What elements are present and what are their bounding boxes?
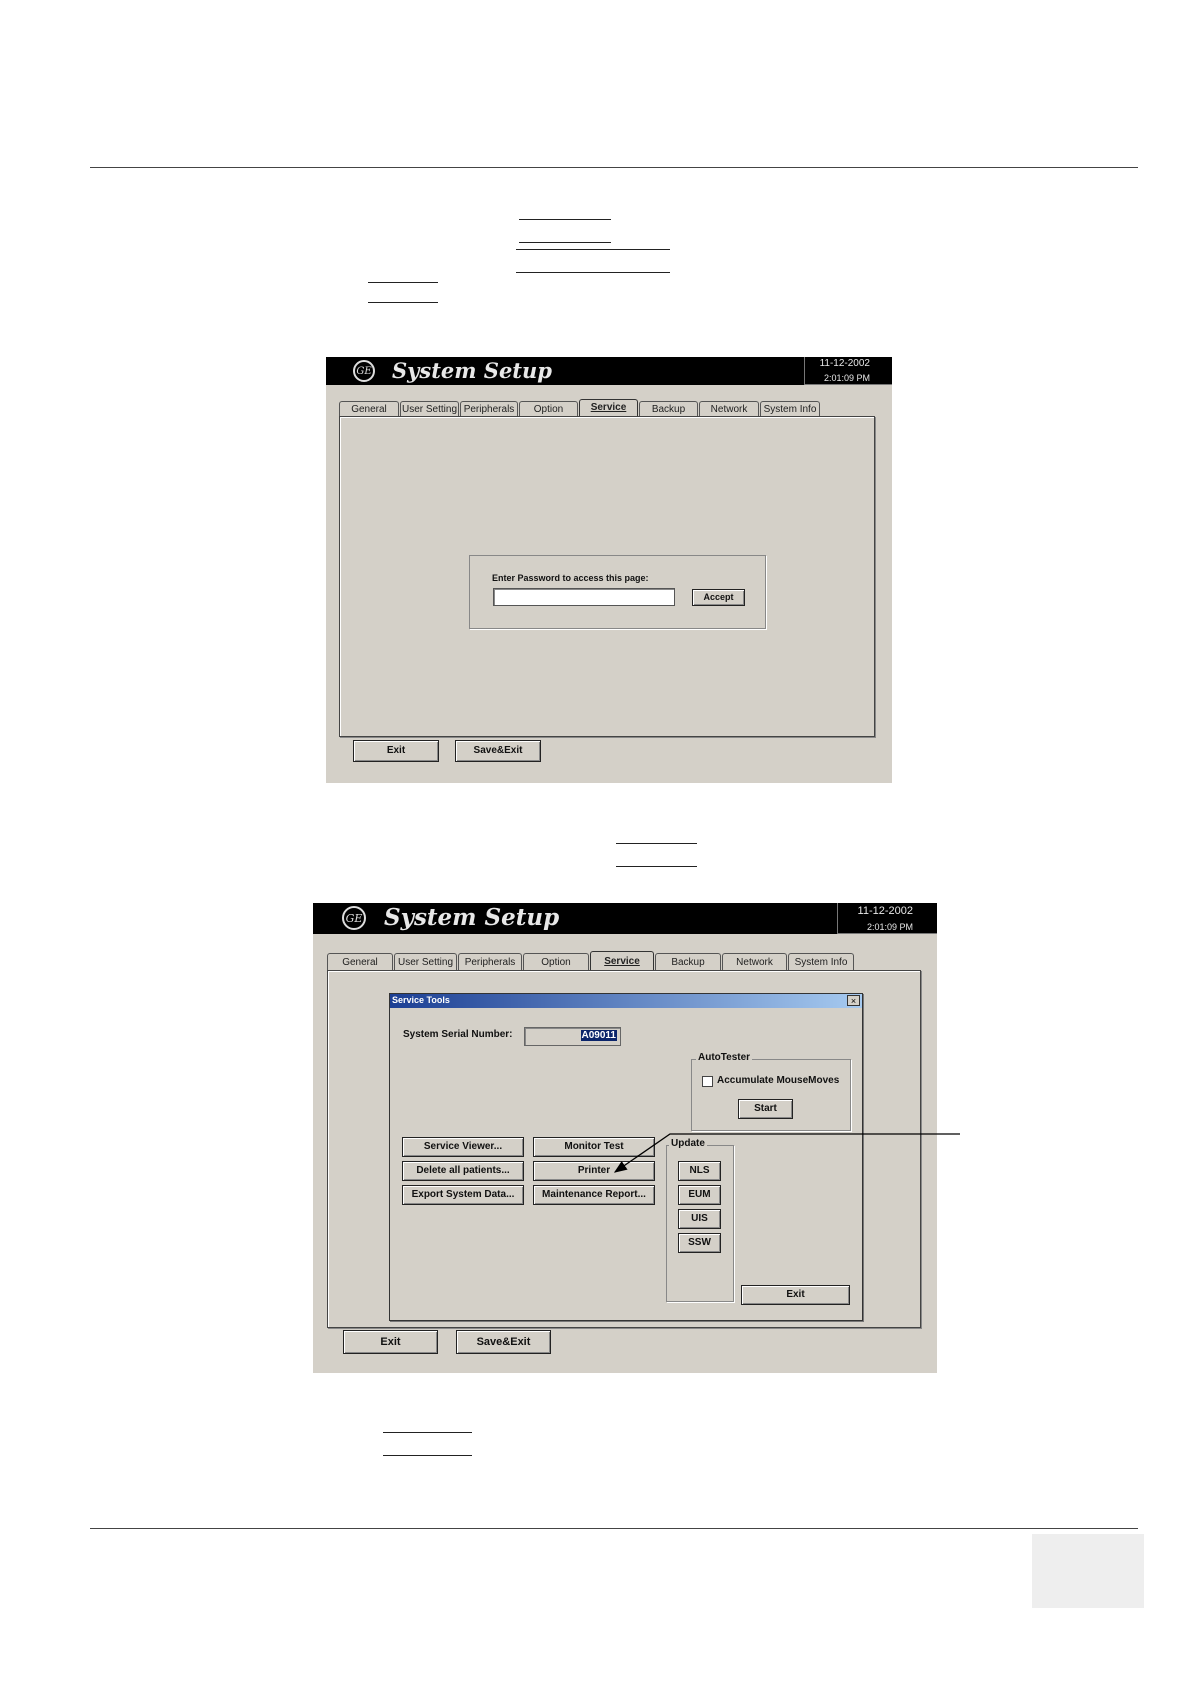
ge-logo-icon: GE (353, 360, 375, 382)
tab-service[interactable]: Service (579, 399, 638, 416)
save-exit-button[interactable]: Save&Exit (456, 1330, 551, 1354)
tab-network[interactable]: Network (699, 401, 759, 416)
save-exit-button[interactable]: Save&Exit (455, 740, 541, 762)
tab-backup[interactable]: Backup (639, 401, 698, 416)
accept-button[interactable]: Accept (692, 589, 745, 606)
tab-general[interactable]: General (327, 953, 393, 970)
tab-service[interactable]: Service (590, 951, 654, 970)
tab-network[interactable]: Network (722, 953, 787, 970)
serial-number-label: System Serial Number: (403, 1029, 513, 1040)
tab-user-setting[interactable]: User Setting (394, 953, 457, 970)
eum-button[interactable]: EUM (678, 1185, 721, 1205)
tab-option[interactable]: Option (519, 401, 578, 416)
date-text: 11-12-2002 (857, 905, 913, 917)
serial-number-value: A09011 (581, 1030, 616, 1041)
tab-peripherals[interactable]: Peripherals (458, 953, 522, 970)
password-prompt: Enter Password to access this page: (492, 573, 649, 583)
app-title: System Setup (392, 358, 552, 383)
delete-all-patients-button[interactable]: Delete all patients... (402, 1161, 524, 1181)
app-title: System Setup (384, 904, 560, 931)
ge-logo-icon: GE (342, 906, 366, 930)
update-legend: Update (671, 1138, 705, 1149)
monitor-test-button[interactable]: Monitor Test (533, 1137, 655, 1157)
maintenance-report-button[interactable]: Maintenance Report... (533, 1185, 655, 1205)
dialog-title: Service Tools (392, 995, 450, 1005)
tab-system-info[interactable]: System Info (760, 401, 820, 416)
exit-button[interactable]: Exit (353, 740, 439, 762)
start-button[interactable]: Start (738, 1099, 793, 1119)
tab-option[interactable]: Option (523, 953, 589, 970)
tab-general[interactable]: General (339, 401, 399, 416)
nls-button[interactable]: NLS (678, 1161, 721, 1181)
tab-peripherals[interactable]: Peripherals (460, 401, 518, 416)
autotester-legend: AutoTester (698, 1052, 751, 1063)
dialog-exit-button[interactable]: Exit (741, 1285, 850, 1305)
tab-user-setting[interactable]: User Setting (400, 401, 459, 416)
close-icon[interactable]: × (847, 995, 860, 1006)
time-text: 2:01:09 PM (823, 373, 870, 383)
date-text: 11-12-2002 (819, 358, 870, 369)
uis-button[interactable]: UIS (678, 1209, 721, 1229)
callout-line (615, 1134, 960, 1172)
tab-backup[interactable]: Backup (655, 953, 721, 970)
export-system-data-button[interactable]: Export System Data... (402, 1185, 524, 1205)
tab-system-info[interactable]: System Info (788, 953, 854, 970)
ssw-button[interactable]: SSW (678, 1233, 721, 1253)
printer-button[interactable]: Printer (533, 1161, 655, 1181)
accumulate-mousemoves-label: Accumulate MouseMoves (717, 1075, 840, 1086)
exit-button[interactable]: Exit (343, 1330, 438, 1354)
time-text: 2:01:09 PM (866, 922, 913, 932)
service-viewer-button[interactable]: Service Viewer... (402, 1137, 524, 1157)
